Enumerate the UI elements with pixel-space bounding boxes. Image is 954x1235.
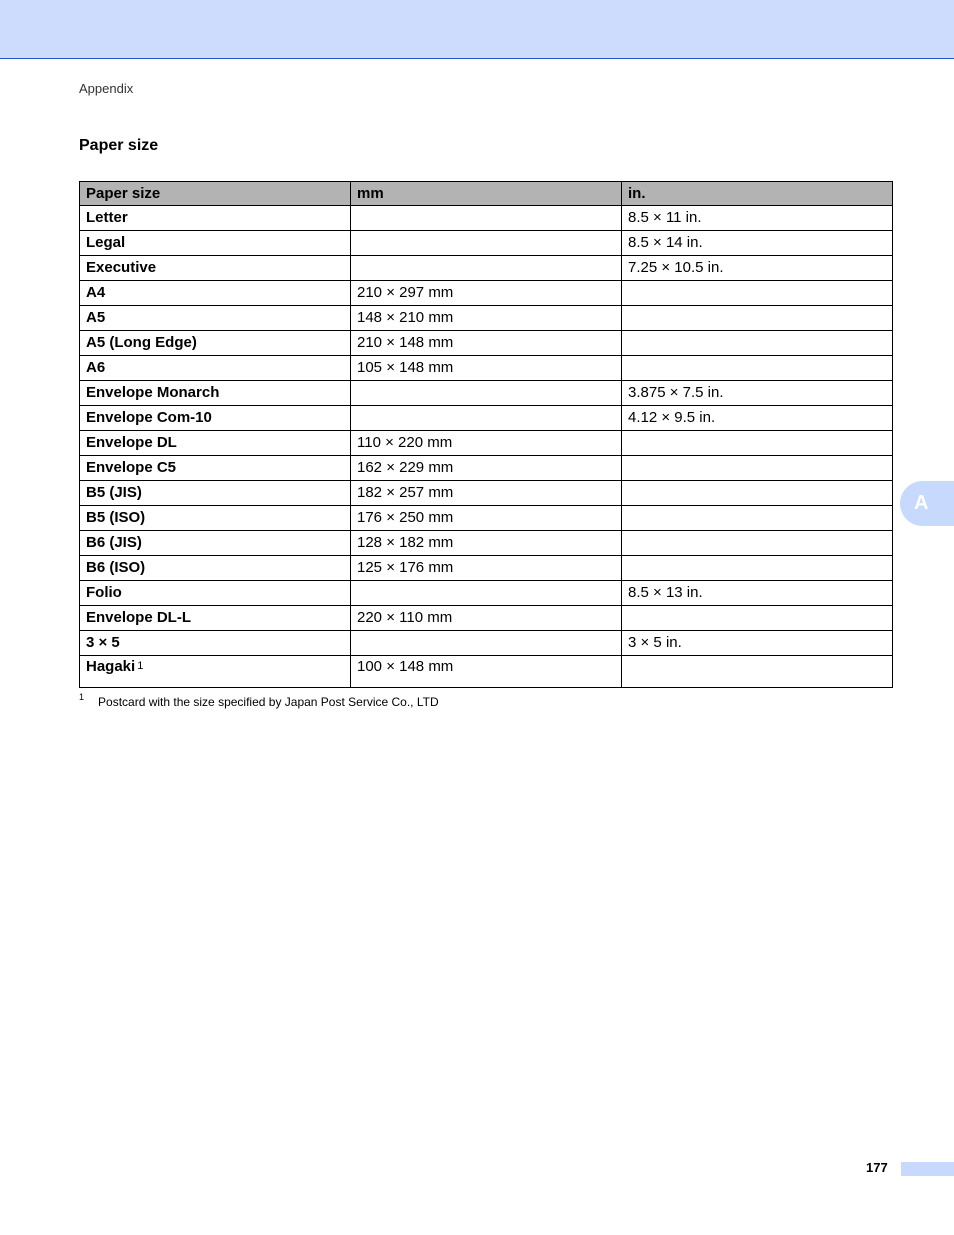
paper-size-cell [80, 306, 351, 331]
mm-cell: 148 × 210 mm [351, 306, 622, 331]
table-row [80, 256, 893, 281]
inch-cell [622, 481, 893, 506]
paper-size-cell [80, 231, 351, 256]
paper-size-cell [80, 256, 351, 281]
mm-cell: 182 × 257 mm [351, 481, 622, 506]
paper-size-name: B6 (JIS) [86, 534, 142, 551]
mm-cell [351, 406, 622, 431]
mm-cell [351, 256, 622, 281]
paper-size-name: A5 [86, 309, 106, 326]
paper-size-cell [80, 431, 351, 456]
appendix-tab: A [900, 481, 954, 526]
column-header: Paper size [80, 182, 351, 206]
table-row [80, 281, 893, 306]
paper-size-name: 3 × 5 [86, 634, 120, 651]
table-row [80, 656, 893, 688]
table-body [80, 206, 893, 688]
page-number-bar [901, 1162, 954, 1176]
paper-size-cell [80, 481, 351, 506]
inch-cell: 8.5 × 13 in. [622, 581, 893, 606]
mm-cell: 210 × 297 mm [351, 281, 622, 306]
section-label: Appendix [79, 81, 134, 96]
table-row [80, 506, 893, 531]
paper-size-cell [80, 606, 351, 631]
inch-cell: 3 × 5 in. [622, 631, 893, 656]
page-number: 177 [866, 1160, 888, 1175]
paper-size-name: Envelope DL-L [86, 609, 192, 626]
paper-size-name: Envelope Com-10 [86, 409, 212, 426]
paper-size-name: Envelope Monarch [86, 384, 220, 401]
mm-cell [351, 631, 622, 656]
table-row [80, 581, 893, 606]
mm-cell: 128 × 182 mm [351, 531, 622, 556]
paper-size-name: B5 (ISO) [86, 509, 146, 526]
inch-cell: 4.12 × 9.5 in. [622, 406, 893, 431]
mm-cell [351, 206, 622, 231]
table-header-row [80, 182, 893, 206]
table-row [80, 556, 893, 581]
paper-size-cell [80, 406, 351, 431]
table-row [80, 531, 893, 556]
column-header: mm [351, 182, 622, 206]
paper-size-cell [80, 281, 351, 306]
paper-size-cell [80, 556, 351, 581]
mm-cell: 220 × 110 mm [351, 606, 622, 631]
table-row [80, 631, 893, 656]
inch-cell [622, 356, 893, 381]
paper-size-name: B5 (JIS) [86, 484, 142, 501]
inch-cell [622, 506, 893, 531]
table-row [80, 456, 893, 481]
mm-cell [351, 231, 622, 256]
footnote-text: Postcard with the size specified by Japan Post Service Co., LTD [98, 695, 439, 709]
paper-size-name: A5 (Long Edge) [86, 334, 197, 351]
header-band [0, 0, 954, 59]
paper-size-cell [80, 206, 351, 231]
footnote-reference: 1 [137, 660, 144, 672]
paper-size-cell [80, 656, 351, 688]
paper-size-cell [80, 331, 351, 356]
table-row [80, 331, 893, 356]
paper-size-name: A6 [86, 359, 106, 376]
inch-cell: 7.25 × 10.5 in. [622, 256, 893, 281]
paper-size-cell [80, 381, 351, 406]
footnote-mark: 1 [79, 692, 85, 702]
table-row [80, 231, 893, 256]
table-row [80, 406, 893, 431]
paper-size-cell [80, 631, 351, 656]
paper-size-cell [80, 531, 351, 556]
table-row [80, 381, 893, 406]
page-heading: Paper size [79, 137, 159, 154]
inch-cell: 3.875 × 7.5 in. [622, 381, 893, 406]
paper-size-name: A4 [86, 284, 106, 301]
paper-size-cell [80, 581, 351, 606]
mm-cell: 100 × 148 mm [351, 656, 622, 688]
table-row [80, 306, 893, 331]
table-row [80, 206, 893, 231]
paper-size-cell [80, 356, 351, 381]
inch-cell [622, 331, 893, 356]
mm-cell [351, 581, 622, 606]
mm-cell: 162 × 229 mm [351, 456, 622, 481]
inch-cell [622, 656, 893, 688]
inch-cell [622, 556, 893, 581]
inch-cell [622, 531, 893, 556]
paper-size-name: Executive [86, 259, 157, 276]
table-row [80, 606, 893, 631]
inch-cell [622, 456, 893, 481]
paper-size-name: Folio [86, 584, 122, 601]
paper-size-cell [80, 456, 351, 481]
column-header: in. [622, 182, 893, 206]
table-row [80, 481, 893, 506]
paper-size-name: Envelope C5 [86, 459, 177, 476]
paper-size-table [79, 181, 893, 688]
mm-cell: 210 × 148 mm [351, 331, 622, 356]
inch-cell [622, 431, 893, 456]
mm-cell: 176 × 250 mm [351, 506, 622, 531]
inch-cell: 8.5 × 11 in. [622, 206, 893, 231]
mm-cell: 105 × 148 mm [351, 356, 622, 381]
mm-cell [351, 381, 622, 406]
inch-cell [622, 281, 893, 306]
table-row [80, 356, 893, 381]
mm-cell: 110 × 220 mm [351, 431, 622, 456]
inch-cell: 8.5 × 14 in. [622, 231, 893, 256]
inch-cell [622, 606, 893, 631]
paper-size-name: Hagaki [86, 658, 136, 675]
paper-size-name: Legal [86, 234, 126, 251]
paper-size-name: Envelope DL [86, 434, 177, 451]
paper-size-cell [80, 506, 351, 531]
paper-size-name: Letter [86, 209, 128, 226]
mm-cell: 125 × 176 mm [351, 556, 622, 581]
paper-size-name: B6 (ISO) [86, 559, 146, 576]
footnote [79, 692, 439, 709]
inch-cell [622, 306, 893, 331]
table-row [80, 431, 893, 456]
